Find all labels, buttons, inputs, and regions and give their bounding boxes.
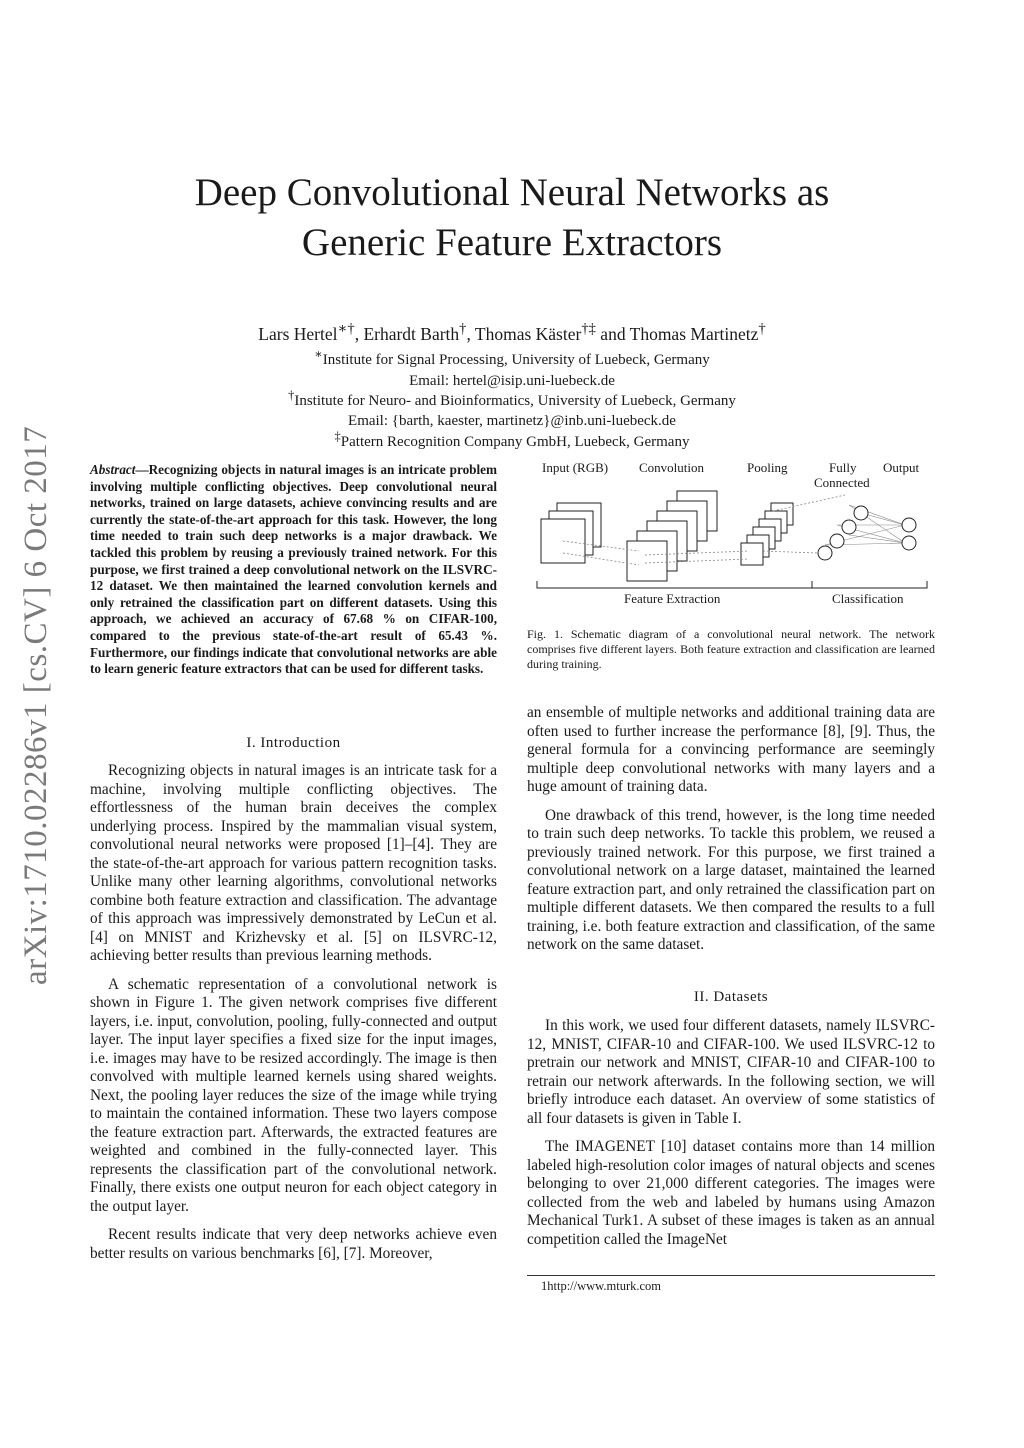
author-4-mark: † bbox=[758, 321, 766, 337]
paragraph: A schematic representation of a convolutional network is shown in Figure 1. The given network comprises five different layers, i.e. input, convolution, pooling, fully-connected and output layer. The input layer specifies a fixed size for the input images, i.e. images may have to be resized accordingly. The image is then convolved with multiple learned kernels using shared weights. Next, the pooling layer reduces the size of the image while trying to maintain the contained information. These two layers compose the feature extraction part. Afterwards, the extracted features are weighted and combined in the fully-connected layer. This represents the classification part of the convolutional network. Finally, there exists one output neuron for each object category in the output layer. bbox=[90, 975, 497, 1215]
affiliation-line: ∗Institute for Signal Processing, University of Luebeck, Germany bbox=[314, 347, 710, 368]
cnn-schematic-figure bbox=[527, 455, 937, 615]
arxiv-identifier: arXiv:1710.02286v1 [cs.CV] 6 Oct 2017 bbox=[18, 425, 54, 985]
introduction-body bbox=[90, 762, 497, 1263]
title-line-2: Generic Feature Extractors bbox=[301, 221, 723, 264]
footnote-rule bbox=[527, 1275, 935, 1276]
paragraph: an ensemble of multiple networks and additional training data are often used to further increase the performance [8], [9]. Thus, the general formula for a convincing performance are seemingly multiple deep convolutional networks with many layers and a huge amount of training data. bbox=[527, 704, 935, 795]
fc-neuron bbox=[830, 534, 844, 548]
label-output: Output bbox=[883, 460, 920, 475]
label-connected: Connected bbox=[814, 475, 870, 490]
right-column-body bbox=[527, 704, 935, 955]
footnote: 1http://www.mturk.com bbox=[541, 1279, 662, 1293]
output-neuron bbox=[902, 518, 916, 532]
author-2: , Erhardt Barth bbox=[354, 323, 460, 344]
label-convolution: Convolution bbox=[639, 460, 705, 475]
affiliation-line: Email: hertel@isip.uni-luebeck.de bbox=[409, 373, 615, 389]
author-2-mark: † bbox=[459, 321, 467, 337]
output-neuron bbox=[902, 536, 916, 550]
author-4: and Thomas Martinetz bbox=[595, 323, 759, 344]
paragraph: In this work, we used four different datasets, namely ILSVRC-12, MNIST, CIFAR-10 and CIFAR-100. We used ILSVRC-12 to pretrain our network and MNIST, CIFAR-10 and CIFAR-100 to retrain our network afterwards. In the following section, we will briefly introduce each dataset. An overview of some statistics of all four datasets is given in Table I. bbox=[527, 1017, 935, 1127]
author-1-mark: ∗† bbox=[337, 321, 355, 337]
fc-neuron bbox=[842, 520, 856, 534]
paragraph: Recent results indicate that very deep networks achieve even better results on various benchmarks [6], [7]. Moreover, bbox=[90, 1226, 497, 1262]
affiliation-line: ‡Pattern Recognition Company GmbH, Luebeck, Germany bbox=[334, 429, 690, 450]
pool-map bbox=[741, 543, 763, 565]
datasets-body bbox=[527, 1017, 935, 1249]
paragraph: One drawback of this trend, however, is the long time needed to train such deep networks. To tackle this problem, we reused a previously trained network. For this purpose, we first trained a convolutional network on a large dataset, maintained the learned feature extraction part, and only retrained the classification part on multiple different datasets. We then compared the results to a full training, i.e. both feature extraction and classification, of the same network on the same dataset. bbox=[527, 806, 935, 953]
section-heading-introduction: I. Introduction bbox=[246, 735, 341, 751]
abstract-text: —Recognizing objects in natural images is an intricate problem involving multiple conflicting objectives. Deep convolutional neural networks, trained on large datasets, achieve convincing results and are currently the state-of-the-art approach for this task. However, the long time needed to train such deep networks is a major drawback. We tackled this problem by reusing a previously trained network. For this purpose, we first trained a deep convolutional network on the ILSVRC-12 dataset. We then maintained the learned convolution kernels and only retrained the classification part on different datasets. Using this approach, we achieved an accuracy of 67.68 % on CIFAR-100, compared to the previous state-of-the-art result of 65.43 %. Furthermore, our findings indicate that convolutional networks are able to learn generic feature extractors that can be used for different tasks. bbox=[90, 462, 497, 677]
paragraph: The IMAGENET [10] dataset contains more than 14 million labeled high-resolution color images of natural objects and scenes belonging to over 21,000 different categories. The images were collected from the web and labeled by humans using Amazon Mechanical Turk1. A subset of these images is taken as an annual competition called the ImageNet bbox=[527, 1138, 935, 1248]
label-fully: Fully bbox=[829, 460, 857, 475]
fc-neuron bbox=[854, 506, 868, 520]
classification-bracket bbox=[812, 581, 927, 588]
affiliation-line: †Institute for Neuro- and Bioinformatics, University of Luebeck, Germany bbox=[288, 388, 736, 409]
abstract bbox=[90, 462, 497, 678]
affiliation-line: Email: {barth, kaester, martinetz}@inb.uni-luebeck.de bbox=[348, 413, 676, 429]
feature-extraction-bracket bbox=[537, 581, 812, 588]
paragraph: Recognizing objects in natural images is an intricate task for a machine, involving multiple conflicting objectives. The effortlessness of the human brain deceives the complex underlying process. Inspired by the mammalian visual system, convolutional neural networks were proposed [1]–[4]. They are the state-of-the-art approach for various pattern recognition tasks. Unlike many other learning algorithms, convolutional networks combine both feature extraction and classification. The advantage of this approach was impressively demonstrated by LeCun et al. [4] on MNIST and Krizhevsky et al. [5] on ILSVRC-12, achieving better results than previous learning methods. bbox=[90, 762, 497, 964]
fc-neuron bbox=[818, 546, 832, 560]
abstract-label: Abstract bbox=[90, 462, 136, 477]
classification-label: Classification bbox=[832, 591, 904, 606]
section-heading-datasets: II. Datasets bbox=[693, 989, 769, 1005]
conv-map bbox=[627, 541, 667, 581]
label-input: Input (RGB) bbox=[542, 460, 609, 475]
author-3: , Thomas Käster bbox=[466, 323, 582, 344]
figure-caption: Fig. 1. Schematic diagram of a convolutional neural network. The network comprises five different layers. Both feature extraction and classification are learned during training. bbox=[527, 627, 935, 671]
author-1: Lars Hertel bbox=[258, 323, 338, 344]
author-list bbox=[0, 319, 1024, 345]
feature-extraction-label: Feature Extraction bbox=[624, 591, 721, 606]
author-3-mark: †‡ bbox=[581, 321, 596, 337]
paper-title bbox=[0, 168, 1024, 268]
label-pooling: Pooling bbox=[747, 460, 788, 475]
title-line-1: Deep Convolutional Neural Networks as bbox=[194, 171, 830, 214]
